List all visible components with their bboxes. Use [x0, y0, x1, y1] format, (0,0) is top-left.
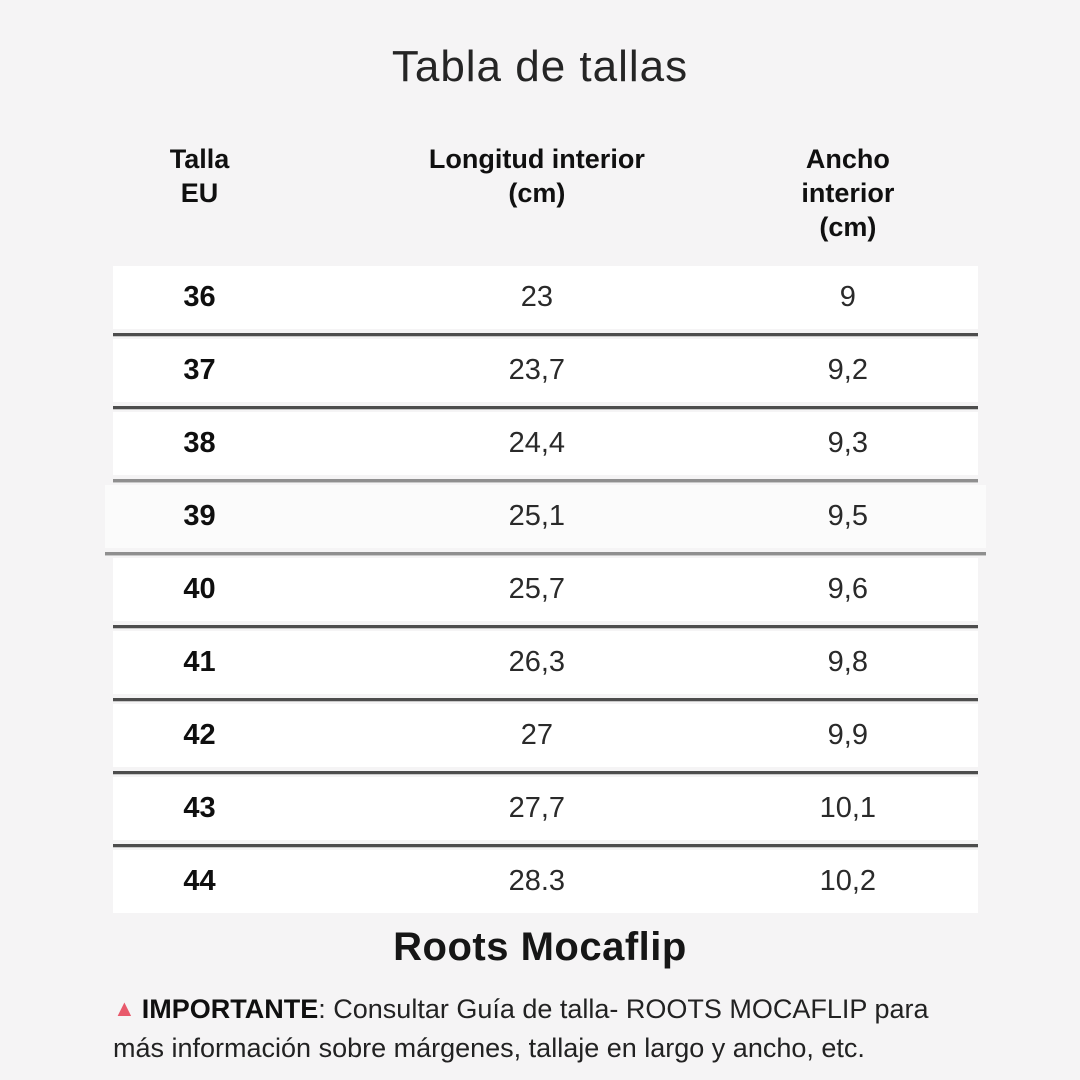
cell-size-eu: 39 — [183, 500, 216, 533]
header-inner-width — [788, 142, 978, 244]
cell-inner-length: 25,1 — [508, 500, 566, 533]
cell-size-eu: 40 — [183, 573, 216, 606]
cell-inner-width: 9,2 — [827, 354, 868, 387]
cell-inner-length: 24,4 — [508, 427, 566, 460]
header-size-eu — [113, 142, 286, 244]
cell-inner-length: 23 — [520, 281, 553, 314]
table-row — [113, 850, 978, 913]
cell-inner-width: 10,2 — [819, 865, 877, 898]
note-line-1-text: : Consultar Guía de talla- ROOTS MOCAFLIP para — [318, 994, 929, 1025]
note-label: IMPORTANTE — [141, 994, 319, 1025]
page-title: Tabla de tallas — [391, 42, 689, 91]
cell-size-eu: 38 — [183, 427, 216, 460]
header-inner-width-line1: Ancho interior — [801, 144, 895, 209]
cell-inner-length: 25,7 — [508, 573, 566, 606]
note-line-2: más información sobre márgenes, tallaje en largo y ancho, etc. — [113, 1033, 865, 1064]
cell-inner-length: 23,7 — [508, 354, 566, 387]
product-name: Roots Mocaflip — [393, 925, 687, 970]
cell-size-eu: 42 — [183, 719, 216, 752]
warning-triangle-icon: ▲ — [113, 995, 136, 1022]
header-inner-length-line2: (cm) — [508, 178, 566, 209]
cell-inner-width: 9,9 — [827, 719, 868, 752]
table-row — [113, 266, 978, 329]
cell-inner-length: 27 — [520, 719, 553, 752]
header-inner-length — [286, 142, 788, 244]
cell-inner-width: 9,5 — [827, 500, 868, 533]
cell-size-eu: 41 — [183, 646, 216, 679]
cell-inner-length: 28.3 — [508, 865, 566, 898]
cell-inner-length: 26,3 — [508, 646, 566, 679]
cell-size-eu: 36 — [183, 281, 216, 314]
table-row — [113, 704, 978, 767]
table-row — [113, 412, 978, 475]
table-row — [113, 558, 978, 621]
table-row — [105, 485, 986, 548]
header-size-eu-line2: EU — [180, 178, 219, 209]
cell-size-eu: 43 — [183, 792, 216, 825]
table-row — [113, 777, 978, 840]
note-line-1 — [113, 990, 975, 1029]
header-size-eu-line1: Talla — [169, 144, 230, 174]
header-inner-length-line1: Longitud interior — [428, 144, 645, 174]
cell-inner-width: 9,3 — [827, 427, 868, 460]
table-row — [113, 631, 978, 694]
cell-inner-width: 9,6 — [827, 573, 868, 606]
size-table — [113, 266, 978, 913]
header-inner-width-line2: (cm) — [819, 212, 877, 243]
cell-inner-width: 9 — [839, 281, 856, 314]
cell-size-eu: 44 — [183, 865, 216, 898]
cell-inner-width: 9,8 — [827, 646, 868, 679]
important-note — [113, 990, 975, 1068]
cell-inner-length: 27,7 — [508, 792, 566, 825]
cell-size-eu: 37 — [183, 354, 216, 387]
cell-inner-width: 10,1 — [819, 792, 877, 825]
table-header-row — [113, 142, 978, 244]
table-row — [113, 339, 978, 402]
